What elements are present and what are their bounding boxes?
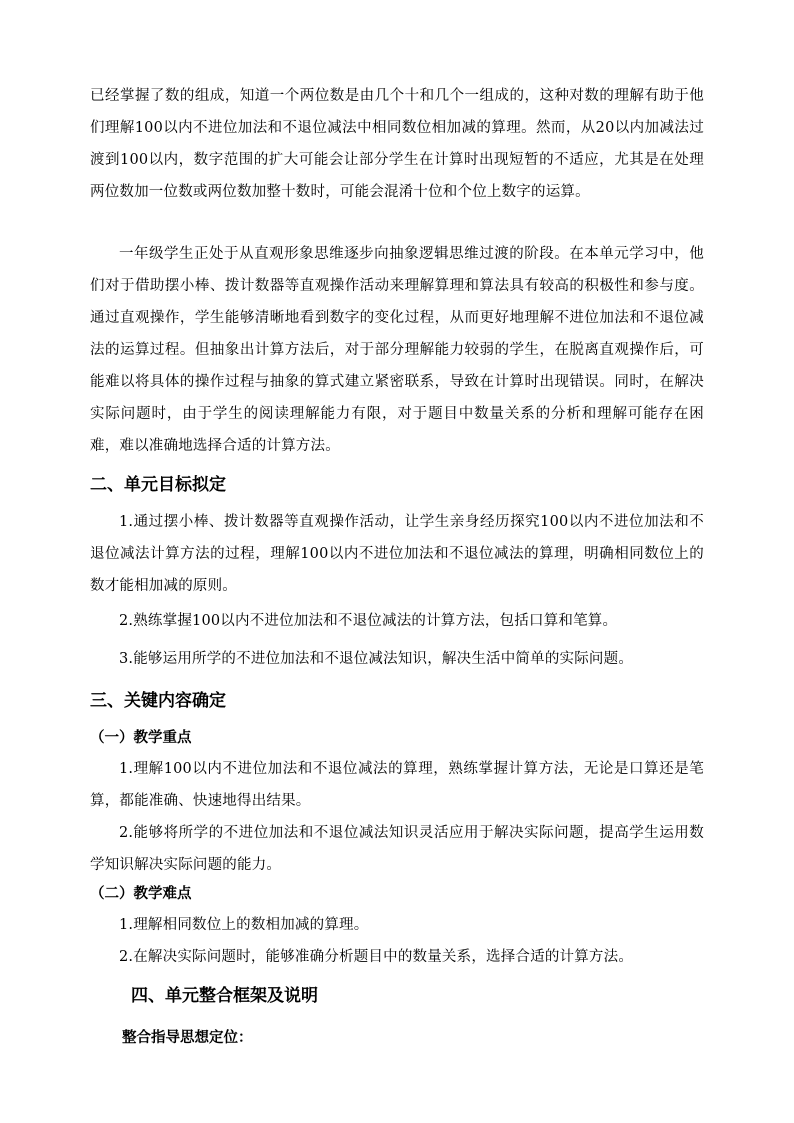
section-heading-key-content: 三、关键内容确定 (90, 691, 226, 711)
section-heading-goals: 二、单元目标拟定 (90, 475, 226, 495)
goal-item-2: 2.熟练掌握100以内不进位加法和不退位减法的计算方法，包括口算和笔算。 (119, 613, 618, 629)
intro-paragraph: 已经掌握了数的组成，知道一个两位数是由几个十和几个一组成的，这种对数的理解有助于他们理解100以内不进位加法和不退位减法中相同数位相加减的算理。然而，从20以内加减法过渡到100以内，数字范围的扩大可能会让部分学生在计算时出现短暂的不适应，尤其是在处理两位数加一位数或两位数加整十数时，可能会混淆十位和个位上数字的运算。 (90, 88, 704, 200)
analysis-paragraph: 一年级学生正处于从直观形象思维逐步向抽象逻辑思维过渡的阶段。在本单元学习中，他们对于借助摆小棒、拨计数器等直观操作活动来理解算理和算法具有较高的积极性和参与度。通过直观操作，学生能够清晰地看到数字的变化过程，从而更好地理解不进位加法和不退位减法的运算过程。但抽象出计算方法后，对于部分理解能力较弱的学生，在脱离直观操作后，可能难以将具体的操作过程与抽象的算式建立紧密联系，导致在计算时出现错误。同时，在解决实际问题时，由于学生的阅读理解能力有限，对于题目中数量关系的分析和理解可能存在困难，难以准确地选择合适的计算方法。 (90, 246, 704, 454)
section-heading-framework: 四、单元整合框架及说明 (131, 986, 318, 1006)
difficulty-item-2: 2.在解决实际问题时，能够准确分析题目中的数量关系，选择合适的计算方法。 (119, 949, 634, 965)
subheading-guiding-idea: 整合指导思想定位： (122, 1030, 253, 1046)
difficulty-item-1: 1.理解相同数位上的数相加减的算理。 (119, 917, 369, 933)
subheading-key-points: （一）教学重点 (90, 730, 192, 746)
goal-item-1: 1.通过摆小棒、拨计数器等直观操作活动，让学生亲身经历探究100以内不进位加法和不退位减法计算方法的过程，理解100以内不进位加法和不退位减法的算理，明确相同数位上的数才能相加减的原则。 (90, 514, 704, 594)
goal-item-3: 3.能够运用所学的不进位加法和不退位减法知识，解决生活中简单的实际问题。 (119, 651, 634, 667)
subheading-difficulties: （二）教学难点 (90, 886, 192, 902)
key-point-1: 1.理解100以内不进位加法和不退位减法的算理，熟练掌握计算方法，无论是口算还是笔算，都能准确、快速地得出结果。 (90, 761, 704, 809)
key-point-2: 2.能够将所学的不进位加法和不退位减法知识灵活应用于解决实际问题，提高学生运用数学知识解决实际问题的能力。 (90, 825, 704, 873)
